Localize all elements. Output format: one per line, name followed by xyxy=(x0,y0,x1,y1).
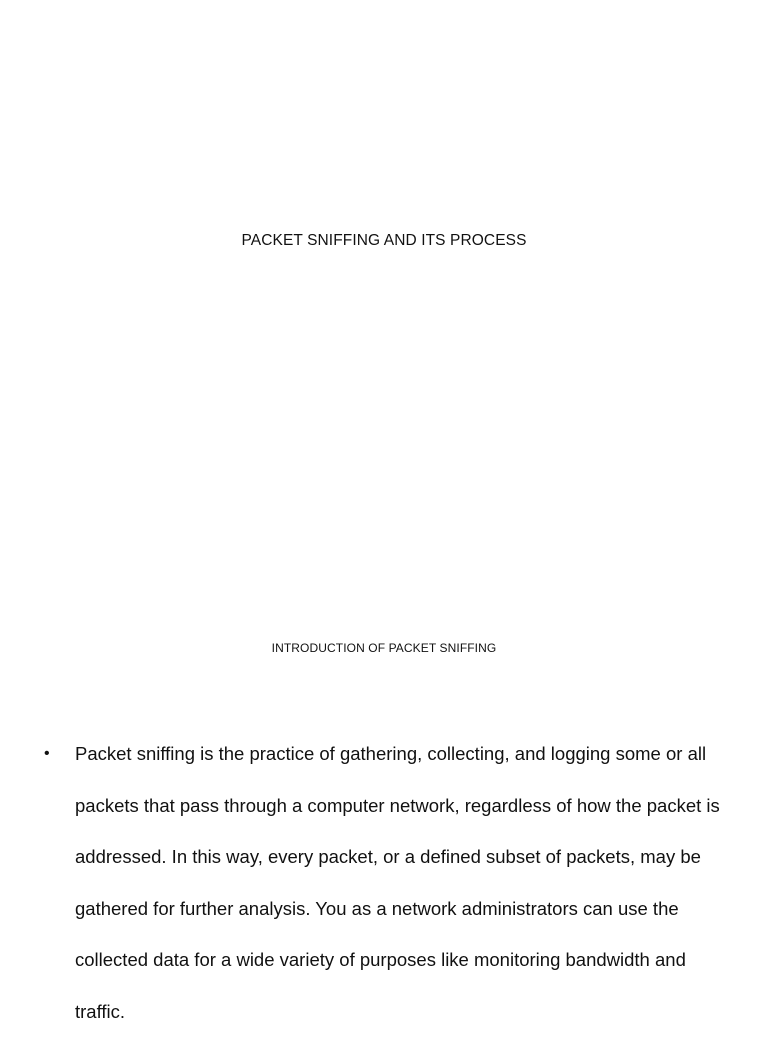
bullet-icon: • xyxy=(44,745,50,762)
bullet-text: Packet sniffing is the practice of gathering, collecting, and logging some or all packets that pass through a computer network, regardless of how the packet is addressed. In this way, every packet, or a defined subset of packets, may be gathered for further analysis. You as a network administrators can use the collected data for a wide variety of purposes like monitoring bandwidth and traffic. xyxy=(75,743,720,1022)
list-item xyxy=(0,728,768,1037)
section-heading: INTRODUCTION OF PACKET SNIFFING xyxy=(271,641,497,655)
bullet-list xyxy=(0,728,768,1037)
document-title: PACKET SNIFFING AND ITS PROCESS xyxy=(241,232,527,249)
